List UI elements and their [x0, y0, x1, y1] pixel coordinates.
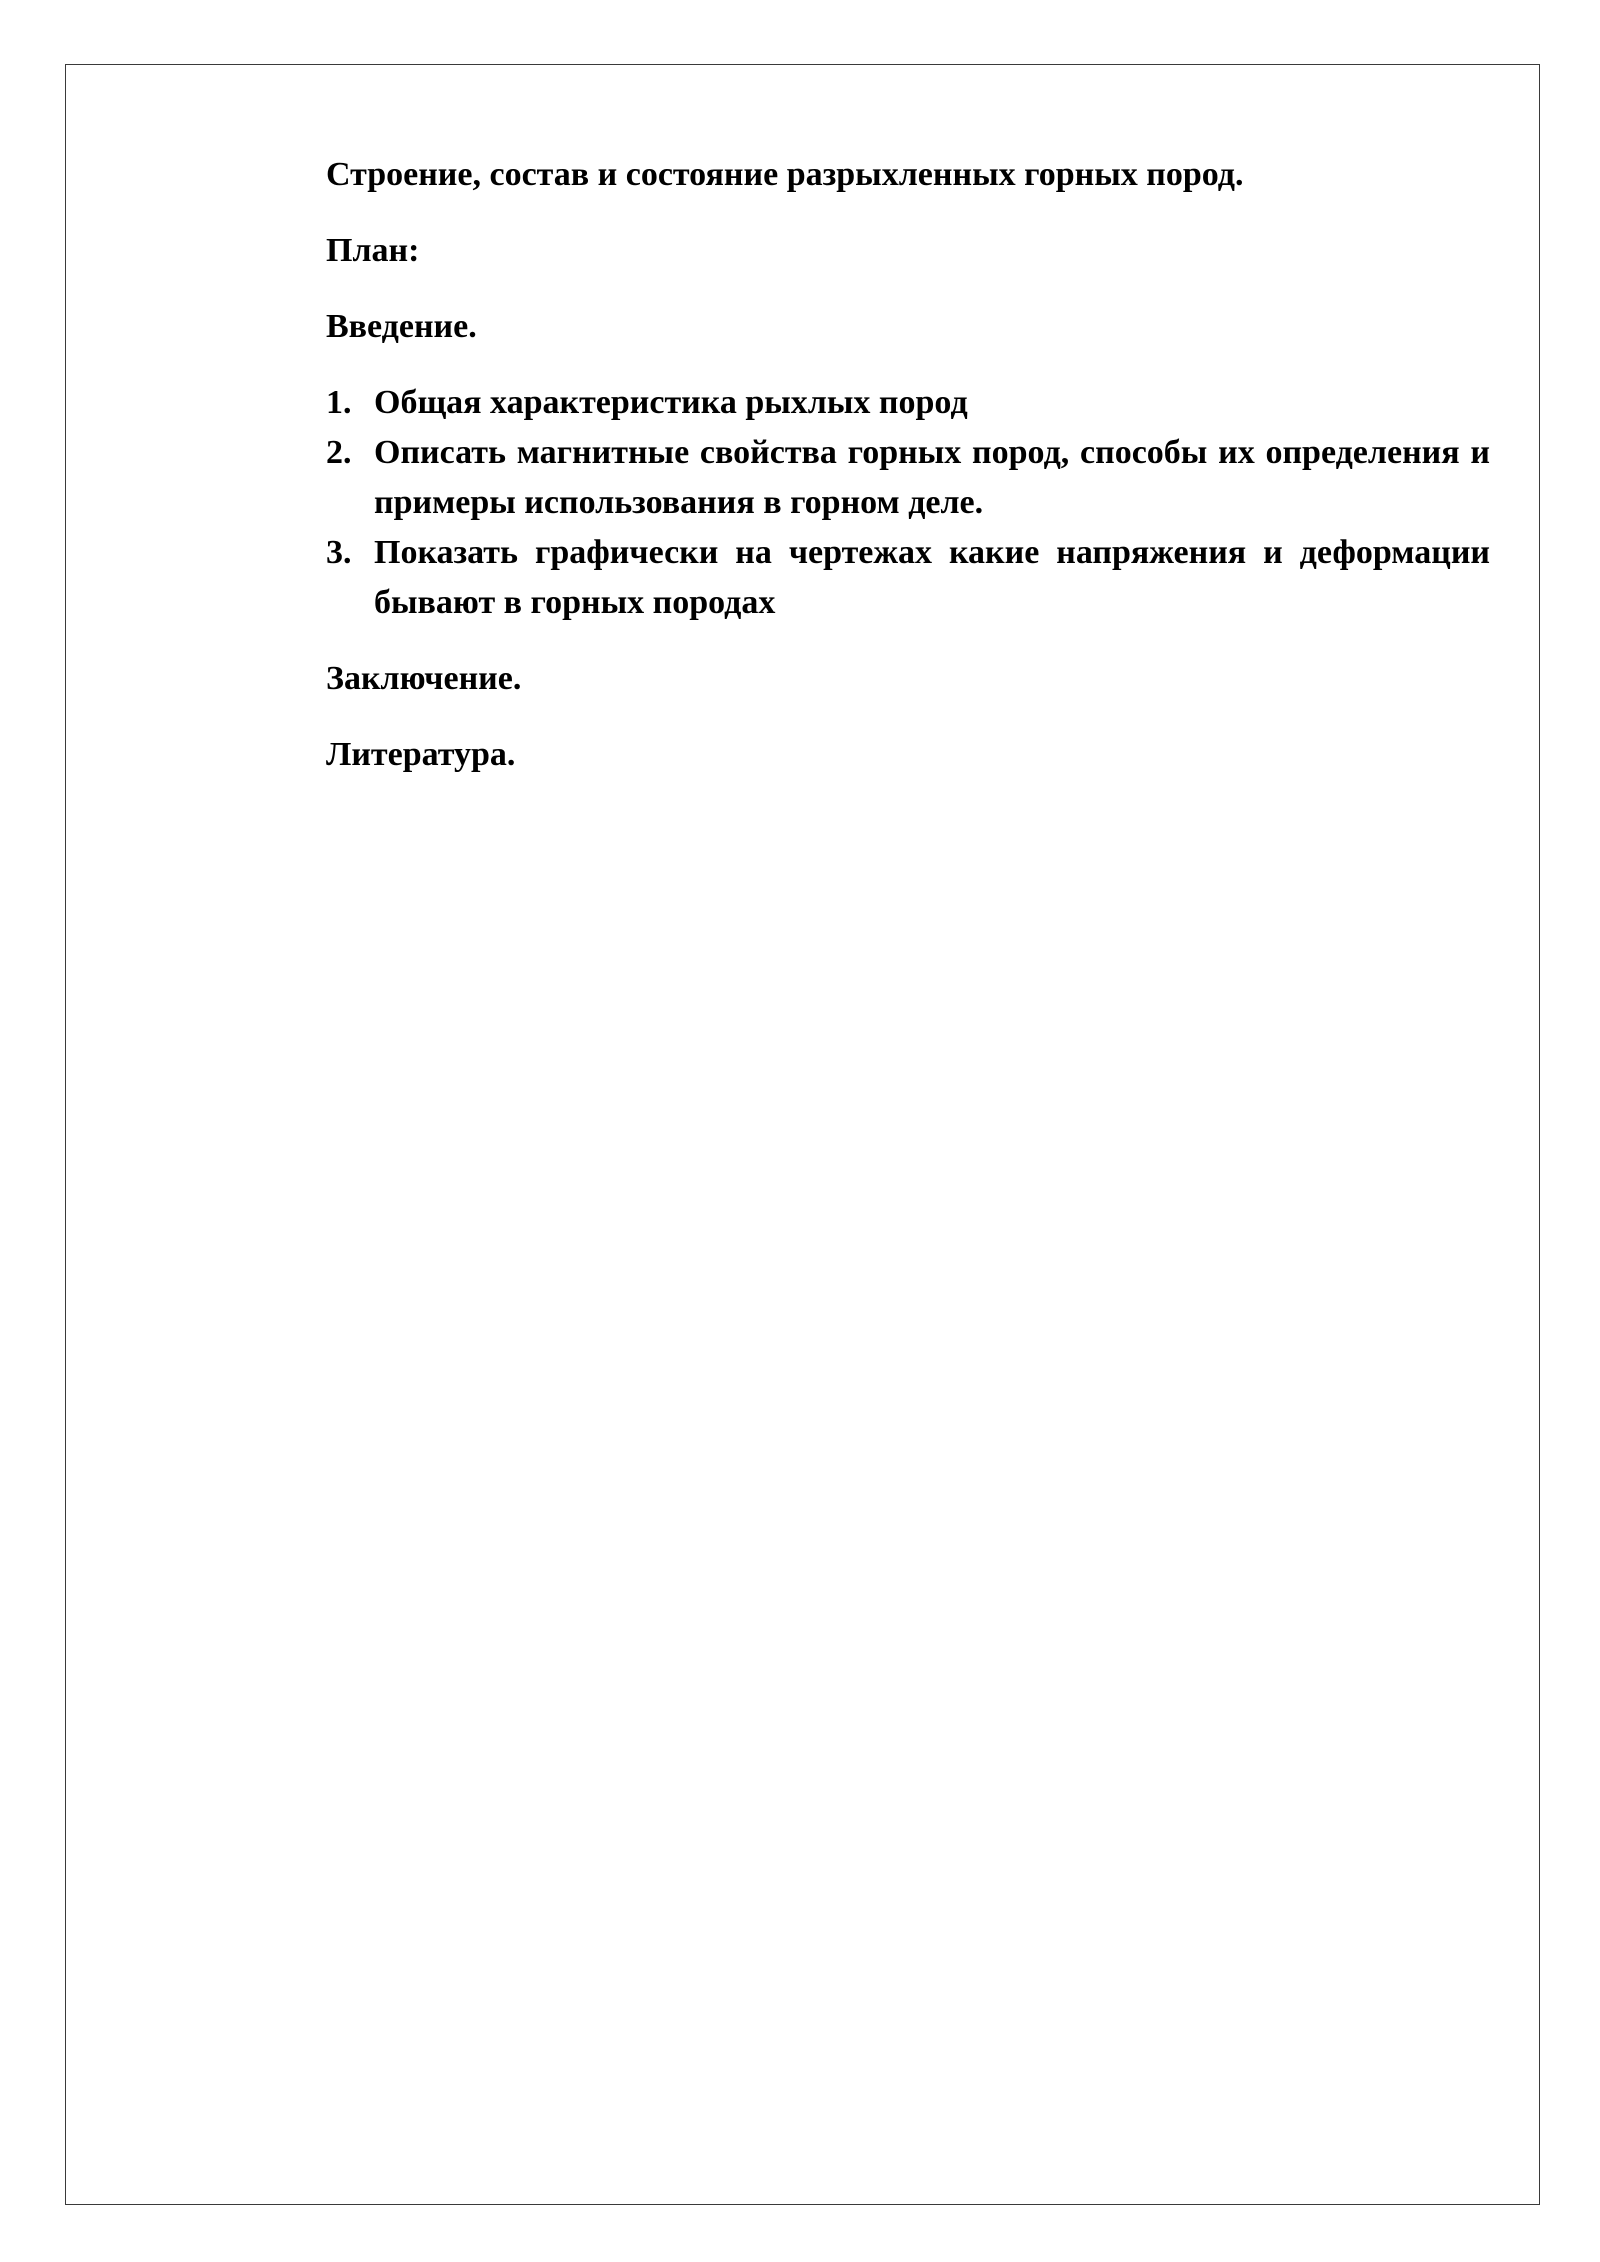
plan-list	[326, 378, 1490, 628]
plan-heading: План:	[326, 232, 420, 269]
plan-item-2	[326, 428, 1490, 528]
plan-item-text: Показать графически на чертежах какие напряжения и деформации бывают в горных породах	[374, 534, 1490, 621]
introduction-heading: Введение.	[326, 308, 477, 345]
plan-item-text: Общая характеристика рыхлых пород	[374, 384, 968, 421]
plan-item-text: Описать магнитные свойства горных пород, способы их определения и примеры использования в горном деле.	[374, 434, 1490, 521]
plan-item-number: 1.	[326, 384, 352, 421]
plan-item-3	[326, 528, 1490, 628]
conclusion-heading: Заключение.	[326, 660, 522, 697]
plan-item-number: 2.	[326, 434, 352, 471]
plan-item-1	[326, 378, 1490, 428]
document-body	[326, 150, 1490, 806]
document-title: Строение, состав и состояние разрыхленных горных пород.	[326, 156, 1244, 193]
plan-item-number: 3.	[326, 534, 352, 571]
literature-heading: Литература.	[326, 736, 516, 773]
